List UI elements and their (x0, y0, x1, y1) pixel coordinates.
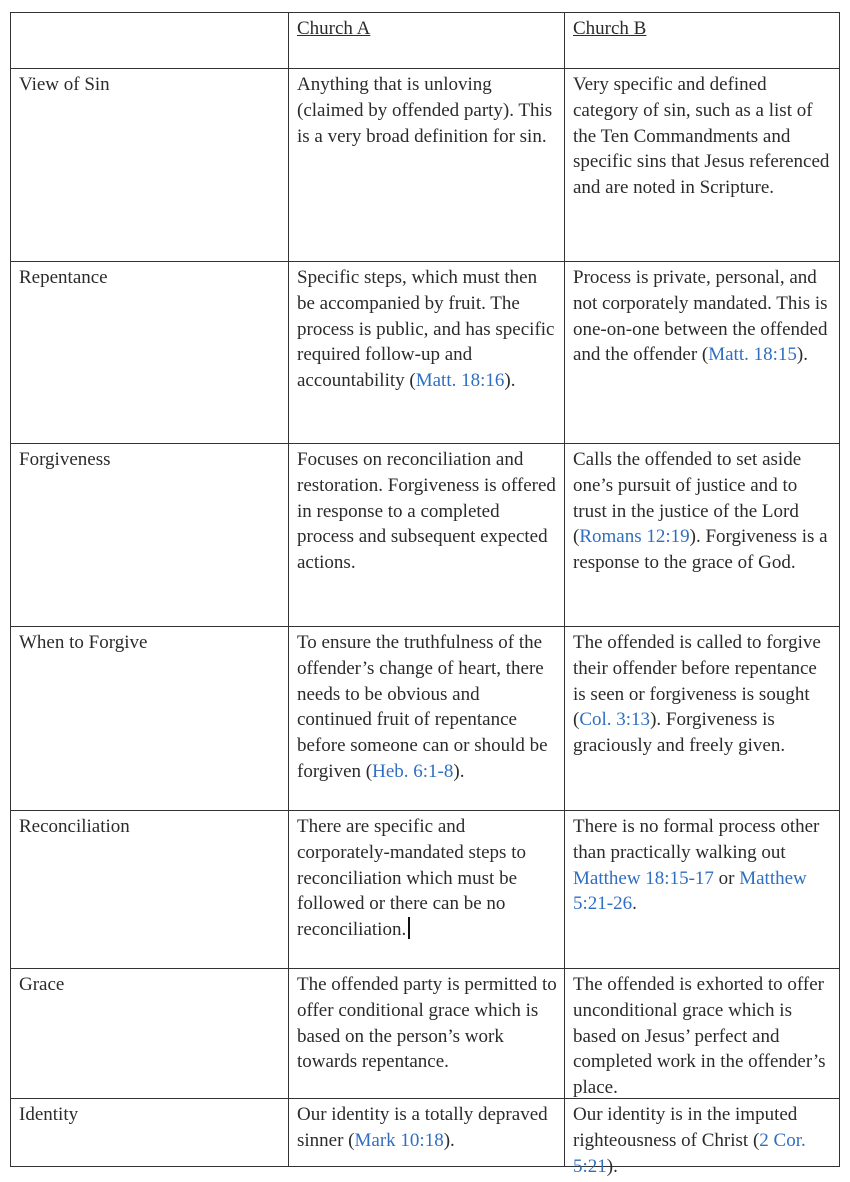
church-b-cell (564, 969, 839, 1098)
cell-text: To ensure the truthfulness of the offender’s change of heart, there needs to be obvious and continued fruit of repentance before someone can or should be forgiven ( (297, 632, 548, 782)
scripture-reference-link[interactable]: Heb. 6:1-8 (372, 760, 454, 782)
scripture-reference-link[interactable]: Col. 3:13 (579, 709, 651, 731)
table-row (11, 626, 839, 810)
row-label: Identity (19, 1104, 79, 1125)
cell-text: ). Forgiveness is a response to the grace of God. (573, 526, 828, 574)
cell-text: Our identity is in the imputed righteousness of Christ ( (573, 1104, 798, 1151)
row-label: When to Forgive (19, 632, 148, 653)
header-church-a: Church A (288, 13, 564, 68)
cell-text: The offended is exhorted to offer unconditional grace which is based on Jesus’ perfect and completed work in the offender’s place. (573, 974, 826, 1099)
cell-text: . (632, 893, 637, 915)
church-b-cell (564, 811, 839, 968)
cell-text: Focuses on reconciliation and restoration. Forgiveness is offered in response to a completed process and subsequent expected actions. (297, 449, 556, 574)
cell-text: ). (453, 760, 465, 782)
row-label: View of Sin (19, 74, 110, 95)
row-label: Forgiveness (19, 449, 111, 470)
church-a-cell (288, 262, 564, 443)
table-row (11, 968, 839, 1098)
church-b-cell (564, 69, 839, 261)
scripture-reference-link[interactable]: Matthew 18:15-17 (573, 867, 714, 889)
church-b-cell (564, 627, 839, 810)
cell-text: ). (504, 370, 516, 392)
header-row (11, 13, 839, 68)
church-b-cell (564, 444, 839, 626)
cell-text: The offended is called to forgive their offender before repentance is seen or forgiveness is sought ( (573, 632, 821, 731)
church-b-cell (564, 1099, 839, 1177)
comparison-table (10, 12, 840, 1177)
cell-text: Very specific and defined category of sin, such as a list of the Ten Commandments and specific sins that Jesus referenced and are noted in Scripture. (573, 74, 830, 199)
cell-text: Process is private, personal, and not corporately mandated. This is one-on-one between the offended and the offender ( (573, 267, 828, 366)
row-label: Repentance (19, 267, 108, 288)
scripture-reference-link[interactable]: Matthew 5:21-26 (573, 867, 807, 915)
table-row (11, 1098, 839, 1177)
text-cursor (408, 917, 410, 939)
table-row (11, 443, 839, 626)
church-a-cell (288, 444, 564, 626)
header-cell-blank (11, 13, 288, 68)
scripture-reference-link[interactable]: Romans 12:19 (579, 526, 690, 548)
scripture-reference-link[interactable]: Matt. 18:16 (415, 370, 505, 392)
row-label: Grace (19, 974, 65, 995)
cell-text: or (713, 867, 740, 889)
cell-text: Specific steps, which must then be accompanied by fruit. The process is public, and has specific required follow-up and accountability ( (297, 267, 555, 392)
table-row (11, 68, 839, 261)
cell-text: Calls the offended to set aside one’s pursuit of justice and to trust in the justice of the Lord ( (573, 449, 802, 548)
table-row (11, 810, 839, 968)
cell-text: The offended party is permitted to offer conditional grace which is based on the person’s work towards repentance. (297, 974, 557, 1073)
scripture-reference-link[interactable]: 2 Cor. 5:21 (573, 1129, 806, 1177)
cell-text: ). Forgiveness is graciously and freely given. (573, 709, 786, 757)
church-a-cell (288, 627, 564, 810)
church-a-cell (288, 969, 564, 1098)
cell-text: ). (796, 344, 808, 366)
table-row (11, 261, 839, 443)
cell-text: ). (606, 1155, 618, 1177)
row-label: Reconciliation (19, 816, 130, 837)
cell-text: There are specific and corporately-mandated steps to reconciliation which must be followed or there can be no reconciliation. (297, 816, 526, 941)
church-a-cell (288, 1099, 564, 1166)
scripture-reference-link[interactable]: Matt. 18:15 (708, 344, 797, 366)
cell-text: Anything that is unloving (claimed by offended party). This is a very broad definition for sin. (297, 74, 553, 147)
church-a-cell (288, 69, 564, 261)
cell-text: Our identity is a totally depraved sinner ( (297, 1104, 548, 1151)
cell-text: There is no formal process other than practically walking out (573, 816, 820, 863)
church-b-cell (564, 262, 839, 443)
scripture-reference-link[interactable]: Mark 10:18 (354, 1129, 444, 1151)
church-a-cell (288, 811, 564, 968)
cell-text: ). (443, 1129, 455, 1151)
header-church-b: Church B (564, 13, 839, 68)
